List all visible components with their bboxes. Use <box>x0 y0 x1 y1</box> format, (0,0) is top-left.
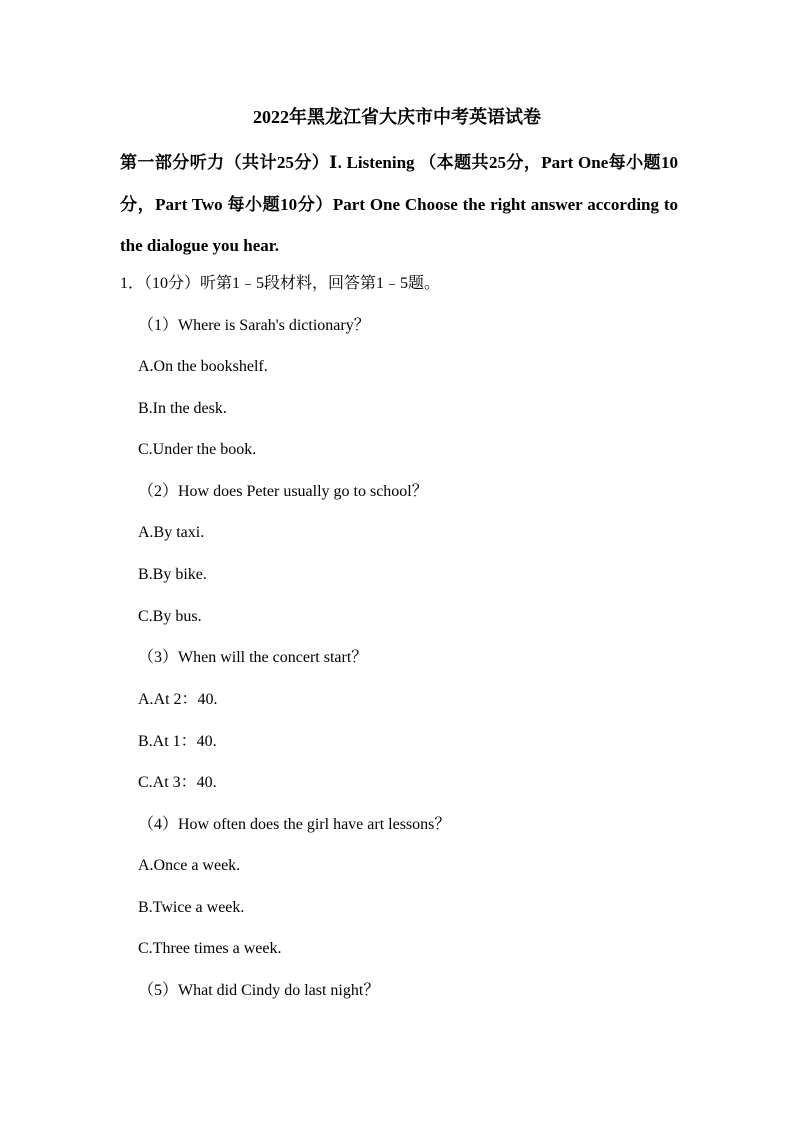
option-4c: C.Three times a week. <box>138 940 282 957</box>
option-1c: C.Under the book. <box>138 441 257 458</box>
section-intro: 第一部分听力（共计25分）Ⅰ. Listening （本题共25分，Part One每小题10分，Part Two 每小题10分）Part One Choose the right answer according to the dialogue you hear. <box>120 153 678 255</box>
option-1b: B.In the desk. <box>138 400 227 417</box>
question-stem-2: （2）How does Peter usually go to school？ <box>138 483 428 500</box>
option-3a: A.At 2：40. <box>138 691 218 708</box>
question-stem-1: （1）Where is Sarah's dictionary？ <box>138 317 370 334</box>
option-2a: A.By taxi. <box>138 524 205 541</box>
option-3b: B.At 1：40. <box>138 733 217 750</box>
option-2c: C.By bus. <box>138 608 202 625</box>
option-3c: C.At 3：40. <box>138 774 217 791</box>
page-title: 2022年黑龙江省大庆市中考英语试卷 <box>253 107 541 127</box>
question-header: 1．（10分）听第1﹣5段材料，回答第1﹣5题。 <box>120 275 441 292</box>
option-4a: A.Once a week. <box>138 857 241 874</box>
question-stem-4: （4）How often does the girl have art lessons？ <box>138 816 451 833</box>
question-stem-3: （3）When will the concert start？ <box>138 649 368 666</box>
option-2b: B.By bike. <box>138 566 207 583</box>
option-4b: B.Twice a week. <box>138 899 245 916</box>
option-1a: A.On the bookshelf. <box>138 358 268 375</box>
question-stem-5: （5）What did Cindy do last night？ <box>138 982 380 999</box>
